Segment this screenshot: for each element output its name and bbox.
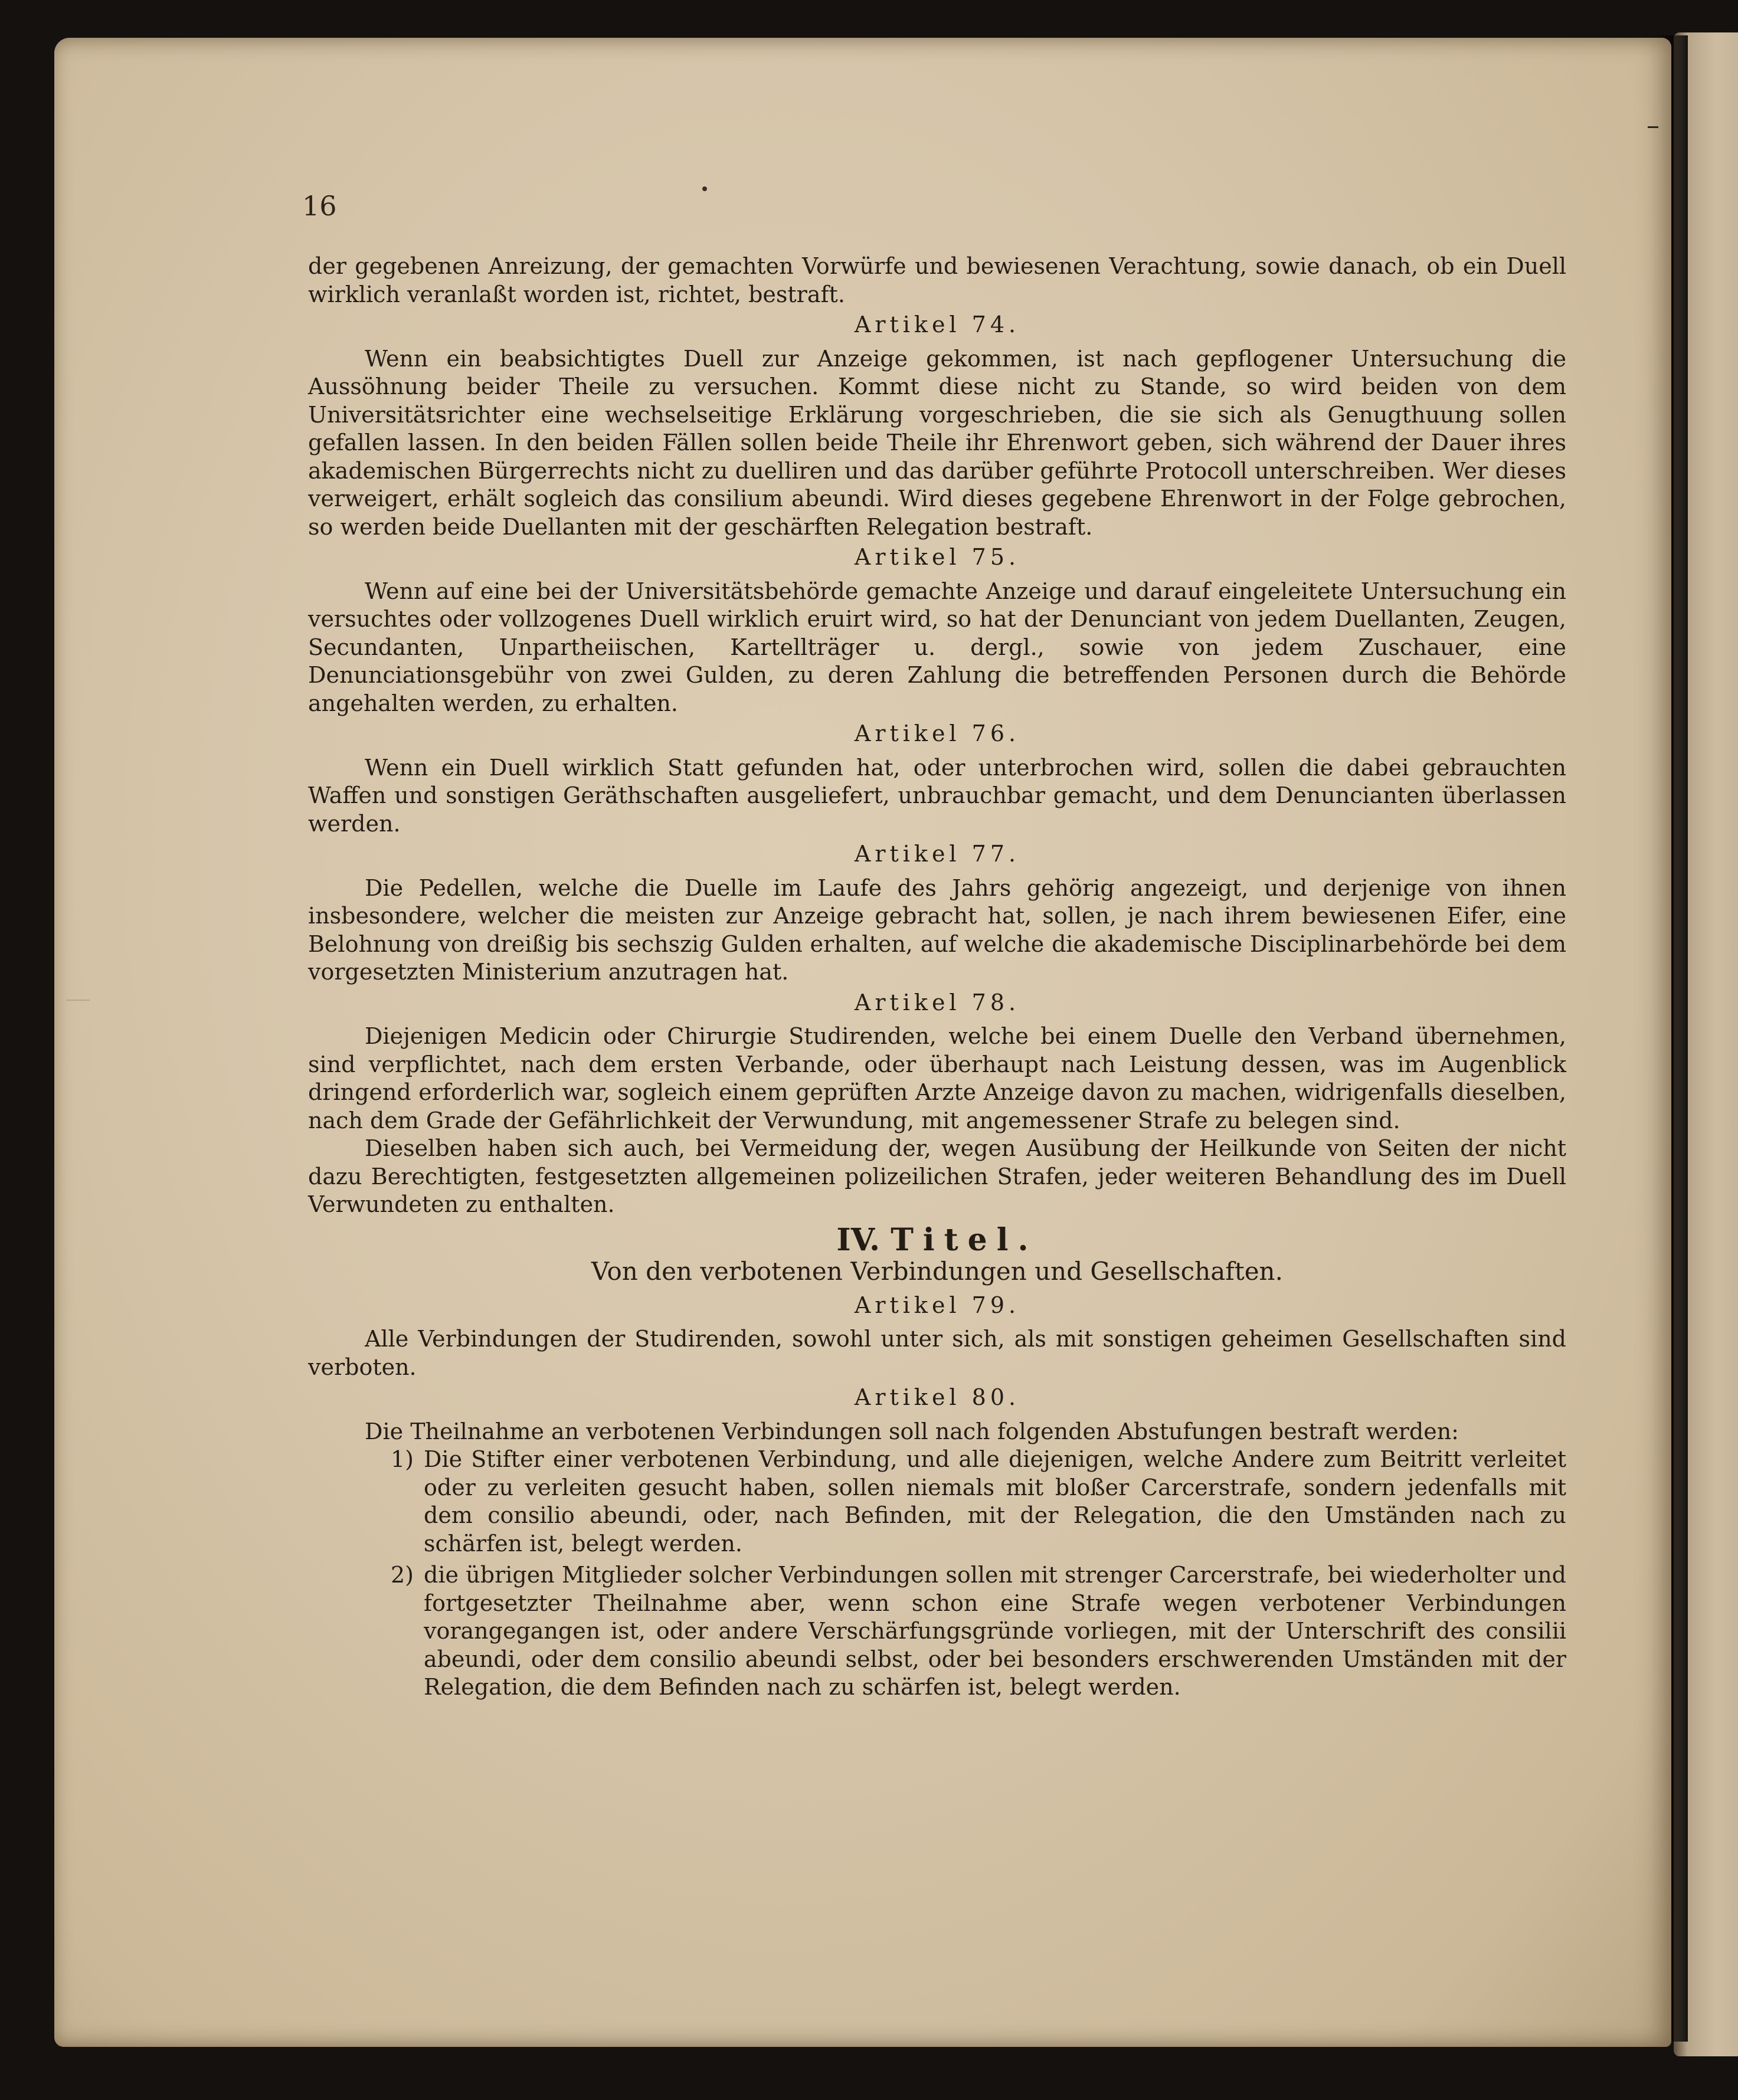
article-paragraph: Diejenigen Medicin oder Chirurgie Studirenden, welche bei einem Duelle den Verband übernehmen, sind verpflichtet, nach dem ersten Verbande, oder überhaupt nach Leistung dessen, was im Augenblick dringend erforderlich war, sogleich einem geprüften Arzte Anzeige davon zu machen, widrigenfalls dieselben, nach dem Grade der Gefährlichkeit der Verwundung, mit angemessener Strafe zu belegen sind. (308, 1023, 1566, 1133)
page-content (308, 253, 1566, 1705)
article-paragraph: Die Theilnahme an verbotenen Verbindungen soll nach folgenden Abstufungen bestraft werden: (365, 1418, 1459, 1444)
section-title (308, 1221, 1566, 1258)
document-page (54, 38, 1671, 2047)
article-heading: Artikel 75. (854, 544, 1020, 570)
section-title-word: Titel. (891, 1221, 1038, 1258)
article-paragraph: Die Pedellen, welche die Duelle im Laufe des Jahrs gehörig angezeigt, und derjenige von ihnen insbesondere, welcher die meisten zur Anzeige gebracht hat, sollen, je nach ihrem bewiesenen Eifer, eine Belohnung von dreißig bis sechszig Gulden erhalten, auf welche die akademische Disciplinarbehörde bei dem vorgesetzten Ministerium anzutragen hat. (308, 874, 1566, 985)
margin-mark (66, 1000, 90, 1001)
intro-paragraph: der gegebenen Anreizung, der gemachten Vorwürfe und bewiesenen Verachtung, sowie danach, ob ein Duell wirklich veranlaßt worden ist, richtet, bestraft. (308, 253, 1566, 307)
list-item-text: die übrigen Mitglieder solcher Verbindungen sollen mit strenger Carcerstrafe, bei wiederholter und fortgesetzter Theilnahme aber, wenn schon eine Strafe wegen verbotener Verbindungen vorangegangen ist, oder andere Verschärfungsgründe vorliegen, mit der Unterschrift des consilii abeundi, oder dem consilio abeundi selbst, oder bei besonders erschwerenden Umständen mit der Relegation, die dem Befinden nach zu schärfen ist, belegt werden. (424, 1562, 1566, 1700)
article-74 (308, 311, 1566, 541)
article-paragraph: Wenn auf eine bei der Universitätsbehörde gemachte Anzeige und darauf eingeleitete Untersuchung ein versuchtes oder vollzogenes Duell wirklich eruirt wird, so hat der Denunciant von jedem Duellanten, Zeugen, Secundanten, Unpartheiischen, Kartellträger u. dergl., sowie von jedem Zuschauer, eine Denunciationsgebühr von zwei Gulden, zu deren Zahlung die betreffenden Personen durch die Behörde angehalten werden, zu erhalten. (308, 578, 1566, 716)
article-heading: Artikel 76. (854, 720, 1020, 746)
list-item (391, 1446, 1566, 1558)
article-79 (308, 1292, 1566, 1382)
section-numeral: IV. (836, 1221, 881, 1258)
list-item-number: 1) (391, 1446, 414, 1472)
article-heading: Artikel 79. (854, 1292, 1020, 1318)
article-77 (308, 840, 1566, 987)
article-heading: Artikel 78. (854, 989, 1020, 1015)
list-item-text: Die Stifter einer verbotenen Verbindung, und alle diejenigen, welche Andere zum Beitritt verleitet oder zu verleiten gesucht haben, sollen niemals mit bloßer Carcerstrafe, sondern jedenfalls mit dem consilio abeundi, oder, nach Befinden, mit der Relegation, die den Umständen nach zu schärfen ist, belegt werden. (424, 1446, 1566, 1557)
list-item (391, 1561, 1566, 1702)
section-subtitle: Von den verbotenen Verbindungen und Gesellschaften. (591, 1257, 1283, 1286)
list-item-number: 2) (391, 1562, 414, 1588)
article-78 (308, 989, 1566, 1219)
ink-speck (702, 186, 707, 191)
article-75 (308, 543, 1566, 718)
article-paragraph: Alle Verbindungen der Studirenden, sowohl unter sich, als mit sonstigen geheimen Gesellschaften sind verboten. (308, 1326, 1566, 1380)
page-number: 16 (302, 190, 337, 222)
article-80 (308, 1384, 1566, 1702)
article-paragraph: Dieselben haben sich auch, bei Vermeidung der, wegen Ausübung der Heilkunde von Seiten der nicht dazu Berechtigten, festgesetzten allgemeinen polizeilichen Strafen, jeder weiteren Behandlung des im Duell Verwundeten zu enthalten. (308, 1135, 1566, 1217)
margin-mark (1648, 126, 1658, 128)
article-heading: Artikel 80. (854, 1384, 1020, 1410)
article-paragraph: Wenn ein beabsichtigtes Duell zur Anzeige gekommen, ist nach gepflogener Untersuchung die Aussöhnung beider Theile zu versuchen. Kommt diese nicht zu Stande, so wird beiden von dem Universitätsrichter eine wechselseitige Erklärung vorgeschrieben, die sie sich als Genugthuung sollen gefallen lassen. In den beiden Fällen sollen beide Theile ihr Ehrenwort geben, sich während der Dauer ihres akademischen Bürgerrechts nicht zu duelliren und das darüber geführte Protocoll unterschreiben. Wer dieses verweigert, erhält sogleich das consilium abeundi. Wird dieses gegebene Ehrenwort in der Folge gebrochen, so werden beide Duellanten mit der geschärften Relegation bestraft. (308, 345, 1566, 540)
article-paragraph: Wenn ein Duell wirklich Statt gefunden hat, oder unterbrochen wird, sollen die dabei gebrauchten Waffen und sonstigen Geräthschaften ausgeliefert, unbrauchbar gemacht, und dem Denuncianten überlassen werden. (308, 754, 1566, 837)
article-heading: Artikel 74. (854, 312, 1020, 338)
article-76 (308, 720, 1566, 838)
article-heading: Artikel 77. (854, 841, 1020, 867)
